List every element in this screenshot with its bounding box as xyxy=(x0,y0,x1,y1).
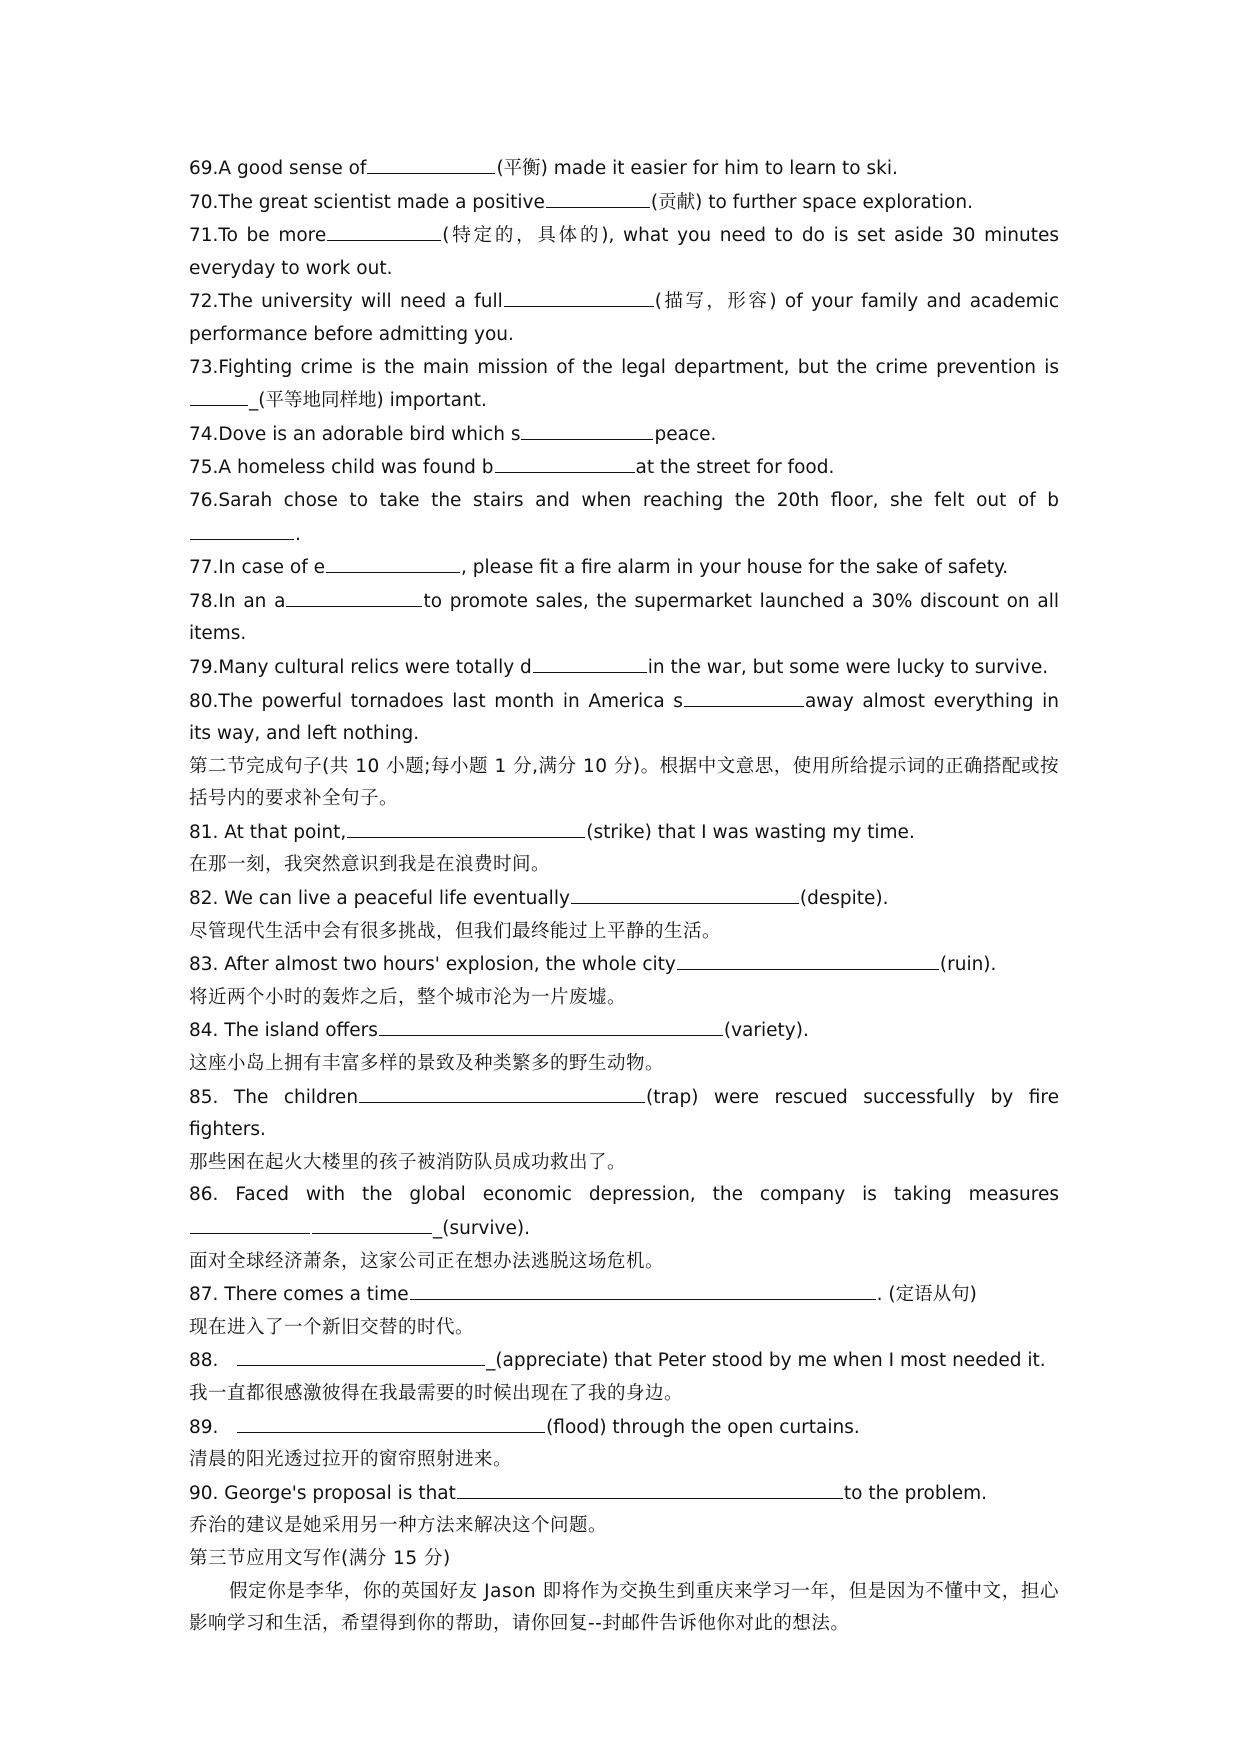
question-69: 69.A good sense of (平衡) made it easier for him to learn to ski. xyxy=(189,152,1059,186)
answer-blank[interactable] xyxy=(379,1014,723,1036)
answer-blank[interactable] xyxy=(237,1411,545,1433)
translation-86: 面对全球经济萧条，这家公司正在想办法逃脱这场危机。 xyxy=(189,1250,665,1272)
question-72: 72.The university will need a full (描写，形容) of your family and academic performance before admitting you. xyxy=(189,285,1059,351)
question-73: 73.Fighting crime is the main mission of the legal department, but the crime prevention is_(平等地同样地) important. xyxy=(189,356,1059,412)
question-80: 80.The powerful tornadoes last month in America s away almost everything in its way, and left nothing. xyxy=(189,685,1059,751)
translation-87: 现在进入了一个新旧交替的时代。 xyxy=(189,1316,475,1338)
translation-84: 这座小岛上拥有丰富多样的景致及种类繁多的野生动物。 xyxy=(189,1053,665,1075)
section-3-heading: 第三节应用文写作(满分 15 分) xyxy=(189,1547,451,1569)
question-70: 70.The great scientist made a positive (贡献) to further space exploration. xyxy=(189,186,1059,220)
answer-blank[interactable] xyxy=(359,1081,645,1103)
question-83: 83. After almost two hours' explosion, the whole city (ruin). xyxy=(189,948,1059,982)
answer-blank[interactable] xyxy=(521,418,653,440)
answer-blank[interactable] xyxy=(190,1212,310,1234)
answer-blank[interactable] xyxy=(347,816,585,838)
answer-blank[interactable] xyxy=(495,451,635,473)
question-82: 82. We can live a peaceful life eventually (despite). xyxy=(189,882,1059,916)
question-79: 79.Many cultural relics were totally d in the war, but some were lucky to survive. xyxy=(189,651,1059,685)
question-75: 75.A homeless child was found b at the street for food. xyxy=(189,451,1059,485)
section-2-heading: 第二节完成句子(共 10 小题;每小题 1 分,满分 10 分)。根据中文意思，使用所给提示词的正确搭配或按括号内的要求补全句子。 xyxy=(189,755,1059,810)
answer-blank[interactable] xyxy=(410,1278,876,1300)
question-74: 74.Dove is an adorable bird which s peace. xyxy=(189,418,1059,452)
answer-blank[interactable] xyxy=(327,219,441,241)
answer-blank[interactable] xyxy=(504,285,654,307)
translation-81: 在那一刻，我突然意识到我是在浪费时间。 xyxy=(189,854,551,876)
translation-85: 那些困在起火大楼里的孩子被消防队员成功救出了。 xyxy=(189,1151,627,1173)
answer-blank-continued[interactable] xyxy=(312,1212,432,1234)
answer-blank[interactable] xyxy=(190,384,248,406)
answer-blank[interactable] xyxy=(533,651,647,673)
question-89: 89. (flood) through the open curtains. xyxy=(189,1411,1059,1445)
question-87: 87. There comes a time . (定语从句) xyxy=(189,1278,1059,1312)
answer-blank[interactable] xyxy=(190,518,294,540)
answer-blank[interactable] xyxy=(237,1344,485,1366)
question-76: 76.Sarah chose to take the stairs and when reaching the 20th floor, she felt out of b. xyxy=(189,489,1059,545)
translation-88: 我一直都很感激彼得在我最需要的时候出现在了我的身边。 xyxy=(189,1382,684,1404)
question-71: 71.To be more (特定的，具体的), what you need to do is set aside 30 minutes everyday to work out. xyxy=(189,219,1059,285)
answer-blank[interactable] xyxy=(286,585,422,607)
question-85: 85. The children (trap) were rescued successfully by fire fighters. xyxy=(189,1081,1059,1147)
answer-blank[interactable] xyxy=(571,882,799,904)
question-86: 86. Faced with the global economic depression, the company is taking measures_(survive). xyxy=(189,1184,1059,1239)
answer-blank[interactable] xyxy=(367,152,495,174)
answer-blank[interactable] xyxy=(677,948,939,970)
answer-blank[interactable] xyxy=(457,1477,843,1499)
question-90: 90. George's proposal is that to the problem. xyxy=(189,1477,1059,1511)
answer-blank[interactable] xyxy=(326,551,460,573)
worksheet-page xyxy=(189,152,1059,1641)
question-88: 88. _(appreciate) that Peter stood by me when I most needed it. xyxy=(189,1344,1059,1378)
answer-blank[interactable] xyxy=(546,186,650,208)
question-77: 77.In case of e , please fit a fire alarm in your house for the sake of safety. xyxy=(189,551,1059,585)
section-3-prompt: 假定你是李华，你的英国好友 Jason 即将作为交换生到重庆来学习一年，但是因为不懂中文，担心影响学习和生活，希望得到你的帮助，请你回复--封邮件告诉他你对此的想法。 xyxy=(189,1580,1059,1635)
translation-82: 尽管现代生活中会有很多挑战，但我们最终能过上平静的生活。 xyxy=(189,920,722,942)
question-84: 84. The island offers (variety). xyxy=(189,1014,1059,1048)
question-81: 81. At that point, (strike) that I was wasting my time. xyxy=(189,816,1059,850)
translation-89: 清晨的阳光透过拉开的窗帘照射进来。 xyxy=(189,1449,513,1471)
answer-blank[interactable] xyxy=(684,685,804,707)
translation-83: 将近两个小时的轰炸之后，整个城市沦为一片废墟。 xyxy=(189,986,627,1008)
question-78: 78.In an a to promote sales, the supermarket launched a 30% discount on all items. xyxy=(189,585,1059,651)
translation-90: 乔治的建议是她采用另一种方法来解决这个问题。 xyxy=(189,1515,608,1537)
